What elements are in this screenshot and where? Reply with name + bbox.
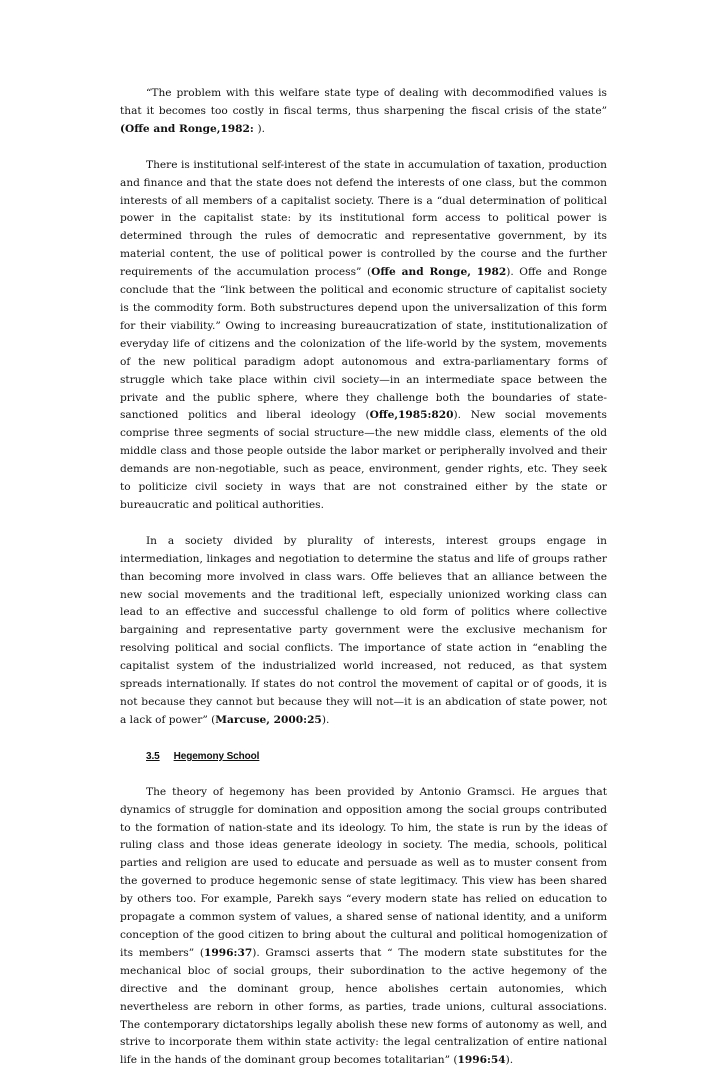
citation-offe-ronge-1982: Offe and Ronge, 1982 [371,266,507,279]
paragraph-plurality-of-interests [120,533,607,730]
paragraph-theory-of-hegemony [120,784,607,1071]
citation-offe-1985: Offe,1985:820 [369,409,454,422]
quote-text: “The problem with this welfare state type of dealing with decommodified values is that it becomes too costly in fiscal terms, thus sharpening the fiscal crisis of the state” [120,87,607,117]
quote-end: ). [257,122,266,135]
paragraph-text: ). Offe and Ronge conclude that the “link between the political and economic structure of capitalist society is the commodity form. Both substructures depend upon the universalization of this form for their viability.” Owing to increasing bureaucratization of state, institutionalization of everyday life of citizens and the colonization of the life-world by the system, movements of the new political paradigm adopt autonomous and extra-parliamentary forms of struggle which take place within civil society—in an intermediate space between the private and the public sphere, where they challenge both the boundaries of state-sanctioned politics and liberal ideology ( [120,266,608,422]
paragraph-institutional-self-interest [120,157,607,515]
section-title: Hegemony School [173,750,260,762]
section-heading [146,748,607,766]
citation-gramsci: 1996:54 [457,1054,506,1067]
paragraph-text: ). [505,1054,514,1067]
paragraph-text: ). [321,713,330,726]
paragraph-text: There is institutional self-interest of the state in accumulation of taxation, production and finance and that the state does not defend the interests of one class, but the common interests of all members of a capitalist society. There is a “dual determination of political power in the capitalist state: by its institutional form access to political power is determined through the rules of democratic and representative government, by its material content, the use of political power is controlled by the course and the further requirements of the accumulation process” ( [120,158,607,279]
paragraph-text: In a society divided by plurality of interests, interest groups engage in intermediation, linkages and negotiation to determine the status and life of groups rather than becoming more involved in class wars. Offe believes that an alliance between the new social movements and the traditional left, especially unionized working class can lead to an effective and successful challenge to old form of politics where collective bargaining and representative party government were the exclusive mechanism for resolving political and social conflicts. The importance of state action in “enabling the capitalist system of the industrialized world increased, not reduced, as that system spreads internationally. If states do not control the movement of capital or of goods, it is not because they cannot but because they will not—it is an abdication of state power, not a lack of power” ( [120,534,607,726]
citation-marcuse: Marcuse, 2000:25 [215,713,322,726]
citation-offe-ronge: (Offe and Ronge,1982: [120,122,258,135]
citation-parekh: 1996:37 [204,946,253,959]
paragraph-text: ). Gramsci asserts that “ The modern state substitutes for the mechanical bloc of social groups, their subordination to the active hegemony of the directive and the dominant group, hence abolishes certain autonomies, which nevertheless are reborn in other forms, as parties, trade unions, cultural associations. The contemporary dictatorships legally abolish these new forms of autonomy as well, and strive to incorporate them within state activity: the legal centralization of entire national life in the hands of the dominant group becomes totalitarian” ( [120,946,608,1067]
paragraph-text: The theory of hegemony has been provided by Antonio Gramsci. He argues that dynamics of struggle for domination and opposition among the social groups contributed to the formation of nation-state and its ideology. To him, the state is run by the ideas of ruling class and those ideas generate ideology in society. The media, schools, political parties and religion are used to educate and persuade as well as to muster consent from the governed to produce hegemonic sense of state legitimacy. This view has been shared by others too. For example, Parekh says “every modern state has relied on education to propagate a common system of values, a shared sense of national identity, and a uniform conception of the good citizen to bring about the cultural and political homogenization of its members” ( [120,785,607,959]
paragraph-text: ). New social movements comprise three segments of social structure—the new middle class, elements of the old middle class and those people outside the labor market or peripherally involved and their demands are non-negotiable, such as peace, environment, gender rights, etc. They seek to politicize civil society in ways that are not constrained either by the state or bureaucratic and political authorities. [120,409,607,511]
section-number: 3.5 [146,750,160,762]
paragraph-offe-quote [120,85,607,139]
document-page [120,85,607,1088]
